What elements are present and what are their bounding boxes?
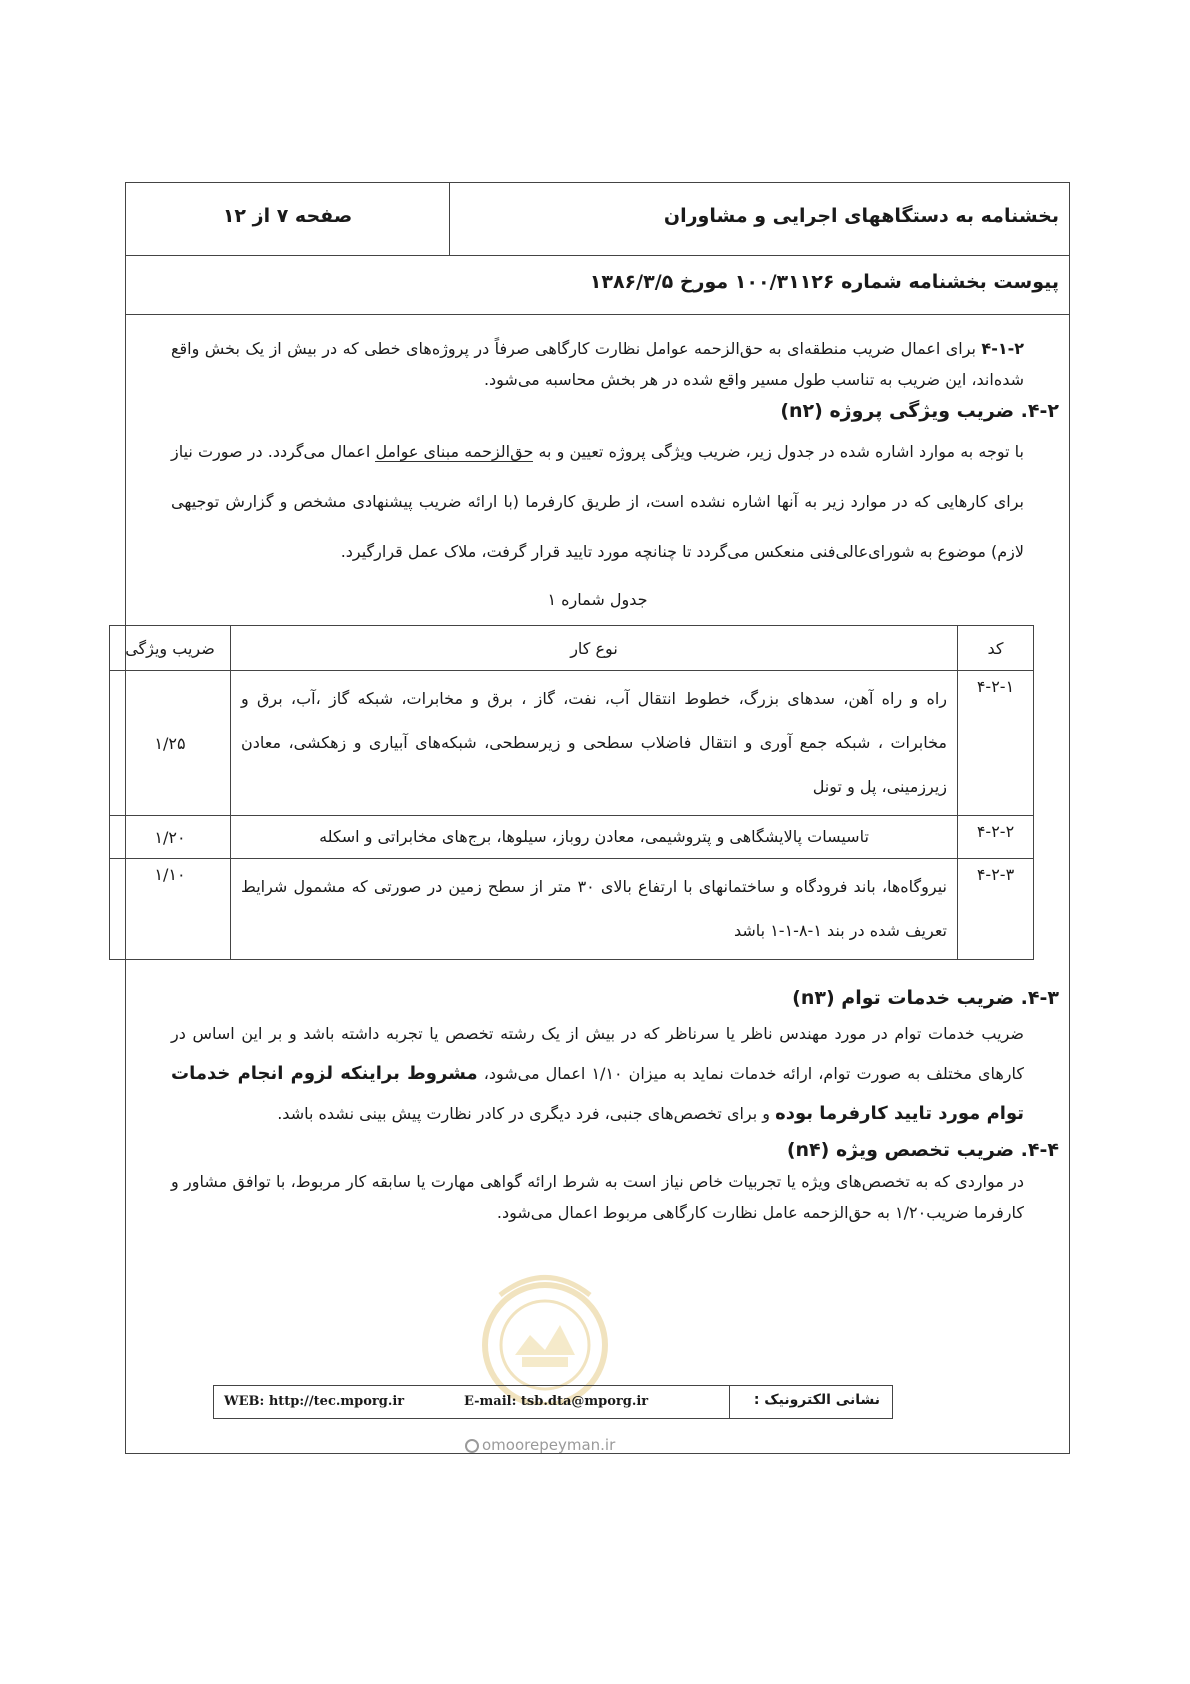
row-work: راه و راه آهن، سدهای بزرگ، خطوط انتقال آب، نفت، گاز ، برق و مخابرات، شبکه گاز ،آب، برق و مخابرات ، شبکه جمع آوری و انتقال فاضلاب سطحی و زیرسطحی، شبکه‌های آبیاری و زهکشی، معادن زیرزمینی، پل و تونل: [231, 671, 958, 816]
table-row: [110, 671, 1034, 816]
header-row: [126, 183, 1069, 256]
section-heading-4-4: ۴-۴. ضریب تخصص ویژه (n۴): [786, 1139, 1059, 1161]
header-code: کد: [958, 626, 1034, 671]
footer-contact: [213, 1385, 893, 1419]
section-number: ۴-۱-۲: [981, 339, 1024, 358]
row-coef: ۱/۱۰: [110, 859, 231, 960]
row-work: نیروگاه‌ها، باند فرودگاه و ساختمانهای با ارتفاع بالای ۳۰ متر از سطح زمین در صورتی که مشمول شرایط تعریف شده در بند ۱-۸-۱-۱ باشد: [231, 859, 958, 960]
row-work: تاسیسات پالایشگاهی و پتروشیمی، معادن روباز، سیلوها، برج‌های مخابراتی و اسکله: [231, 816, 958, 859]
footer-email-label: نشانی الکترونیک :: [753, 1392, 880, 1408]
header-divider: [449, 183, 450, 255]
table-caption: جدول شماره ۱: [547, 590, 648, 609]
paragraph-text: و برای تخصص‌های جنبی، فرد دیگری در کادر نظارت پیش بینی نشده باشد.: [277, 1104, 776, 1123]
paragraph-text: با توجه به موارد اشاره شده در جدول زیر، ضریب ویژگی پروژه تعیین و به: [533, 442, 1025, 461]
row-coef: ۱/۲۵: [110, 671, 231, 816]
paragraph-text: اعمال می‌گردد. در صورت نیاز برای کارهایی که در موارد زیر به آنها اشاره نشده است، از طریق کارفرما (با ارائه ضریب پیشنهادی مشخص و گزارش توجیهی لازم) موضوع به شورای‌عالی‌فنی منعکس می‌گردد تا چنانچه مورد تایید قرار گرفت، ملاک عمل قرارگیرد.: [171, 442, 1024, 561]
at-icon: [465, 1439, 479, 1453]
attachment-title: پیوست بخشنامه شماره ۱۰۰/۳۱۱۲۶ مورخ ۱۳۸۶/۳/۵: [589, 271, 1059, 293]
paragraph-text: برای اعمال ضریب منطقه‌ای به حق‌الزحمه عوامل نظارت کارگاهی صرفاً در پروژه‌های خطی که در بیش از یک بخش واقع شده‌اند، این ضریب به تناسب طول مسیر واقع شده در هر بخش محاسبه می‌شود.: [171, 339, 1024, 389]
row-coef: ۱/۲۰: [110, 816, 231, 859]
row-code: ۴-۲-۳: [958, 859, 1034, 960]
table-row: [110, 816, 1034, 859]
site-watermark-text: omoorepeyman.ir: [482, 1436, 616, 1454]
bold-condition: مشروط براینکه لزوم انجام خدمات توام مورد تایید کارفرما بوده: [171, 1063, 1024, 1124]
table-row: [110, 859, 1034, 960]
attachment-row: [126, 255, 1069, 315]
row-code: ۴-۲-۲: [958, 816, 1034, 859]
paragraph-4-4: در مواردی که به تخصص‌های ویژه یا تجربیات خاص نیاز است به شرط ارائه گواهی مهارت یا سابقه کار مربوط، با توافق مشاور و کارفرما ضریب۱/۲۰ به حق‌الزحمه عامل نظارت کارگاهی مربوط اعمال می‌شود.: [171, 1172, 1024, 1222]
header-coef: ضریب ویژگی: [110, 626, 231, 671]
coefficient-table: [109, 625, 1034, 960]
site-watermark: [465, 1436, 615, 1454]
paragraph-4-3: [171, 1014, 1024, 1134]
section-heading-4-2: ۴-۲. ضریب ویژگی پروژه (n۲): [780, 400, 1059, 422]
underlined-term: حق‌الزحمه مبنای عوامل: [375, 442, 534, 461]
footer-web[interactable]: WEB: http://tec.mporg.ir: [224, 1394, 405, 1409]
header-title: بخشنامه به دستگاههای اجرایی و مشاوران: [663, 205, 1059, 227]
page-content: [125, 333, 1059, 1228]
section-heading-4-3: ۴-۳. ضریب خدمات توام (n۳): [792, 987, 1059, 1009]
table-header-row: [110, 626, 1034, 671]
paragraph-4-2: [171, 427, 1024, 577]
footer-email[interactable]: E-mail: tsb.dta@mporg.ir: [464, 1394, 649, 1409]
page-number: صفحه ۷ از ۱۲: [222, 205, 353, 227]
row-code: ۴-۲-۱: [958, 671, 1034, 816]
header-work: نوع کار: [231, 626, 958, 671]
paragraph-4-1-2: [171, 333, 1024, 395]
paragraph-text: ضریب خدمات توام در مورد مهندس ناظر یا سرناظر که در بیش از یک رشته تخصص یا تجربه داشته باشد و بر این اساس در کارهای مختلف به صورت توام، ارائه خدمات نماید به میزان ۱/۱۰ اعمال می‌شود،: [171, 1024, 1025, 1083]
document-frame: [125, 182, 1070, 1454]
footer-divider: [729, 1386, 730, 1418]
